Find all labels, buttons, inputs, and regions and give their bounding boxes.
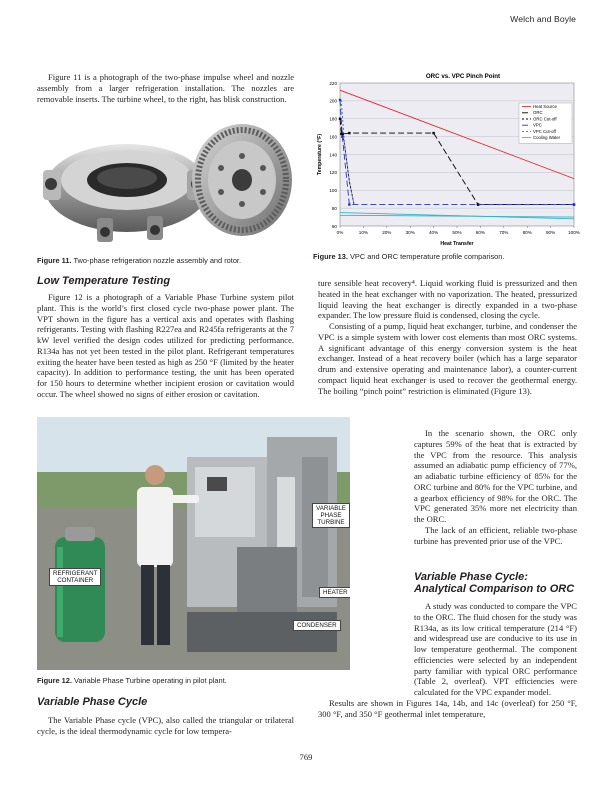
x-tick-label: 60%: [475, 230, 486, 235]
pilot-plant-photo: [37, 417, 350, 670]
page-number: 769: [299, 752, 313, 762]
x-tick-label: 10%: [358, 230, 369, 235]
chart-legend: [519, 103, 572, 143]
section2-paragraph: The Variable Phase cycle (VPC), also called the triangular or trilateral cycle, is the ideal thermodynamic cycle for low tempera-: [37, 715, 294, 736]
pinch-point-chart: [313, 70, 581, 250]
y-tick-label: 120: [329, 170, 337, 176]
data-point: [573, 203, 575, 205]
section-title-analytical-comparison: Variable Phase Cycle: Analytical Comparison to ORC: [414, 571, 575, 595]
running-head: Welch and Boyle: [510, 14, 576, 24]
chart-title: ORC vs. VPC Pinch Point: [425, 73, 501, 80]
callout-variable-phase-turbine: VARIABLE PHASE TURBINE: [312, 503, 350, 528]
y-axis-label: Temperature (°F): [317, 133, 323, 176]
section1-paragraph: Figure 12 is a photograph of a Variable Phase Turbine system pilot plant. This is the world’s first closed cycle two-phase power plant. The VPT shown in the figure has a vertical axis and operates with flashing refrigerants. Testing with flashing R227ea and R245fa refrigerants at the 7 kW level verified the design codes utilized for predicting performance. R134a has not yet been tested in the pilot plant. Refrigerant temperatures exiting the heater have been tested as high as 250 °F (limited by the heater capacity). In addition to performance testing, the unit has been operated for 150 hours to determine whether incipient erosion or cavitation would occur. The wheel showed no signs of either erosion or cavitation.: [37, 292, 294, 399]
y-tick-label: 220: [329, 80, 337, 86]
right-text-top: [318, 278, 577, 396]
section-title-low-temperature-testing: Low Temperature Testing: [37, 275, 171, 287]
paragraph-heat-recovery: ture sensible heat recovery⁴. Liquid working fluid is pressurized and then heated in the heat exchanger with no vaporization. The heated, pressurized liquid leaving the heat exchanger is directly expanded in a two-phase expander. The low pressure fluid is condensed, closing the cycle.: [318, 278, 577, 321]
legend-label: ORC: [533, 110, 543, 116]
data-point: [341, 135, 343, 137]
paragraph-prior-use: The lack of an efficient, reliable two-phase turbine has prevented prior use of the VPC.: [414, 524, 577, 546]
callout-refrigerant-container: REFRIGERANT CONTAINER: [49, 568, 101, 586]
x-tick-label: 30%: [405, 230, 415, 235]
paragraph-study: A study was conducted to compare the VPC to the ORC. The fluid chosen for the study was R134a, as its low critical temperature (214 °F) and widespread use are conducive to its use in low temperature geothermal. The component efficiencies were selected by an independent party familiar with typical ORC performance (Table 2, overleaf). VPT efficiencies were calculated for the VPC expander model.: [414, 601, 577, 697]
data-point: [432, 132, 434, 134]
y-tick-label: 80: [331, 205, 337, 211]
y-tick-label: 140: [329, 152, 337, 158]
x-tick-label: 50%: [452, 230, 462, 235]
right-text-bottom: [318, 601, 577, 719]
legend-label: VPC: [533, 122, 542, 128]
x-tick-label: 80%: [522, 230, 532, 235]
y-tick-label: 200: [329, 98, 337, 104]
y-tick-label: 60: [331, 223, 337, 229]
legend-label: VPC Cut-off: [533, 128, 556, 134]
paragraph-vpc-system: Consisting of a pump, liquid heat exchanger, turbine, and condenser the VPC is a simple system with lower cost elements than most ORC systems. A significant advantage of this energy conversion system is the heat exchanger. Instead of a heat recovery boiler (which has a large separator drum and extensive operating and maintenance labor), a counter-current compact liquid heat exchanger is used to recover the geothermal energy. The boiling “pinch point” restriction is eliminated (Figure 13).: [318, 321, 577, 396]
right-text-narrow: [414, 428, 577, 546]
section-title-variable-phase-cycle: Variable Phase Cycle: [37, 696, 148, 708]
callout-condenser: CONDENSER: [293, 620, 341, 631]
data-point: [348, 132, 350, 134]
legend-label: Cooling Water: [533, 135, 561, 140]
y-tick-label: 180: [329, 116, 337, 122]
intro-paragraph: Figure 11 is a photograph of the two-phase impulse wheel and nozzle assembly from a larger refrigeration installation. The nozzles are removable inserts. The turbine wheel, to the right, has blisk construction.: [37, 72, 294, 104]
paragraph-scenario: In the scenario shown, the ORC only captures 59% of the heat that is extracted by the VPC from the resource. This analysis assumed an adiabatic pump efficiency of 77%, an adiabatic turbine efficiency of 85% for the ORC turbine and 80% for the VPC turbine, and a gearbox efficiency of 98% for the ORC. The VPC generated 35% more net electricity than the ORC.: [414, 428, 577, 524]
figure11-caption: Figure 11. Two-phase refrigeration nozzle assembly and rotor.: [37, 256, 242, 265]
x-axis-label: Heat Transfer: [440, 241, 474, 247]
figure11-photo: [37, 118, 294, 250]
paragraph-results: Results are shown in Figures 14a, 14b, and 14c (overleaf) for 250 °F, 300 °F, and 350 °F geothermal inlet temperature,: [318, 697, 577, 719]
figure12-caption: Figure 12. Variable Phase Turbine operating in pilot plant.: [37, 676, 227, 685]
nozzle-rotor-photo: [37, 118, 294, 250]
legend-label: ORC Cut-off: [533, 116, 557, 122]
x-tick-label: 90%: [545, 230, 556, 235]
y-tick-label: 160: [329, 134, 337, 140]
data-point: [348, 203, 350, 205]
x-tick-label: 0%: [336, 230, 344, 235]
x-tick-label: 20%: [382, 230, 392, 235]
x-tick-label: 40%: [428, 230, 439, 235]
figure12-photo: [37, 417, 350, 670]
y-tick-label: 100: [329, 188, 337, 194]
figure13-chart: [313, 70, 581, 250]
figure13-caption: Figure 13. VPC and ORC temperature profile comparison.: [313, 252, 505, 261]
legend-label: Heat Source: [533, 104, 557, 109]
x-tick-label: 100%: [568, 230, 580, 235]
callout-heater: HEATER: [319, 587, 350, 598]
x-tick-label: 70%: [499, 230, 509, 235]
